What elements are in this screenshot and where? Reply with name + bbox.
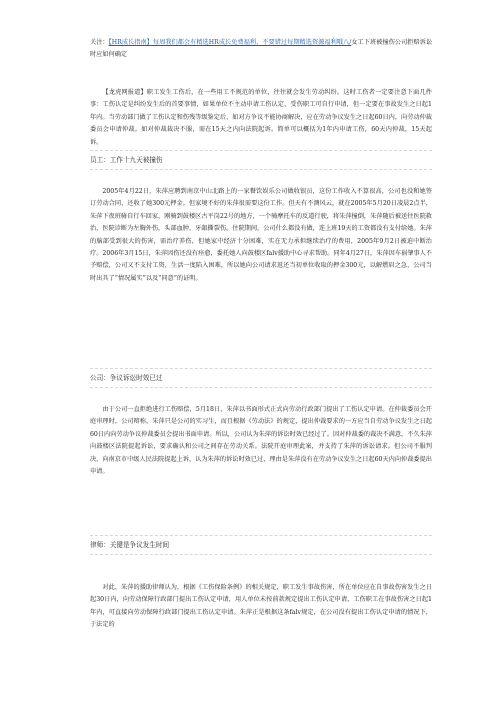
section-paragraph-lawyer: 对此，朱萍的援助律师认为，根据《工伤保险条例》的相关规定，职工发生事故伤害，所在单位应在自事故伤害发生之日起30日内，向劳动保障行政部门提出工伤认定申请，用人单位未按前款规定提出工伤认定申请，工伤职工在事故伤害之日起1年内，可直接向劳动保障行政部门提出工伤认定申请。朱萍正是根据这条falv规定，在公司没有提出工伤认定申请的情况下，于法定的 [90,584,432,629]
section-divider [90,368,432,369]
section-heading-company: 公司：争议诉讼时效已过 [90,374,163,382]
section-heading-employee: 员工：工作十九天被撞伤 [90,156,163,164]
section-divider [90,150,432,151]
intro-paragraph: 【龙虎网报道】职工发生工伤后，在一些用工不规范的单位，往往就会发生劳动纠纷。这时工伤者一定要注意下面几件事：工伤认定是纠纷发生后的首要事情，如果单位不主动申请工伤认定，受伤职工可自行申请，但一定要在事故发生之日起1年内。当劳动部门做了工伤认定和伤残等级鉴定后，如对方争议不能协商解决，应在劳动争议发生之日起60日内，向劳动仲裁委员会申请仲裁。如对仲裁裁决不服，需在15天之内向法院起诉。简单可以概括为1年内申请工伤，60天内仲裁，15天起诉。 [90,89,432,146]
section-divider [90,554,432,555]
section-divider [90,387,432,388]
article-title: 女工下班被撞伤公司拒赔诉讼时应如何确定 [90,39,433,59]
section-divider [90,169,432,170]
section-paragraph-employee: 2005年4月22日，朱萍应聘到南京中山北路上的一家餐饮娱乐公司做收银员，这份工作收入不算很高，公司也没和她签订劳动合同，还收了她300元押金。但家境不好的朱萍很需要这份工作。但天有不测风云，就在2005年5月20日凌晨2点半，朱萍下夜班骑自行车回家，刚骑到鼓楼区古平岗22号的地方，一个骑摩托车的反道行驶，将朱萍撞倒，朱萍随后被送往医院救治，医院诊断为左胸外伤，头部血肿，牙龈撕裂伤。住院期间，公司什么都没有做，连上班19天的工资都没有支付给她。朱萍的脑部受到很大的伤害，需治疗养伤，但她家中经济十分困难，实在无力承担继续治疗的费用，2005年9月2日被迫中断治疗。2006年3月15日，朱萍因伤还没有痊愈，委托她人向鼓楼区falv援助中心寻求帮助。同年4月27日，朱萍因车祸肇事人不予赔偿，公司又不支付工资，生活一度陷入困难，所以她向公司请求返还当初单位收取的押金300元，以解燃眉之急，公司当时出具了“情况属实”以及“同意”的证明。 [90,188,432,282]
notice-paragraph [90,37,432,62]
section-divider [90,535,432,536]
notice-prefix: 关注： [90,39,109,46]
section-heading-lawyer: 律师：关键是争议发生时间 [90,541,170,549]
hr-guide-link[interactable]: 【HR成长指南】每周我们都会有精选HR成长免费福利，不要错过每期精选资源福利哦八/ [108,39,352,46]
section-paragraph-company: 由于公司一直拒绝进行工伤赔偿，5月18日，朱萍以书面形式正式向劳动行政部门提出了工伤认定申请。在仲裁委员会开庭审理时，公司辩称，朱萍只是公司的实习生，而且根据《劳动法》的规定，提出仲裁要求的一方应当自劳动争议发生之日起60日内向劳动争议仲裁委员会提出书面申请。所以，公司认为朱萍的诉讼时效已经过了。因对仲裁委的裁决不满意，不久朱萍向鼓楼区法院提起诉讼，要求确认和公司之间存在劳动关系。法院开庭审理此案，并支持了朱萍的诉讼请求。但公司不服判决，向南京市中级人民法院提起上诉，认为朱萍的诉讼时效已过，理由是朱萍没有在劳动争议发生之日起60天内向仲裁委提出申请。 [90,406,432,476]
